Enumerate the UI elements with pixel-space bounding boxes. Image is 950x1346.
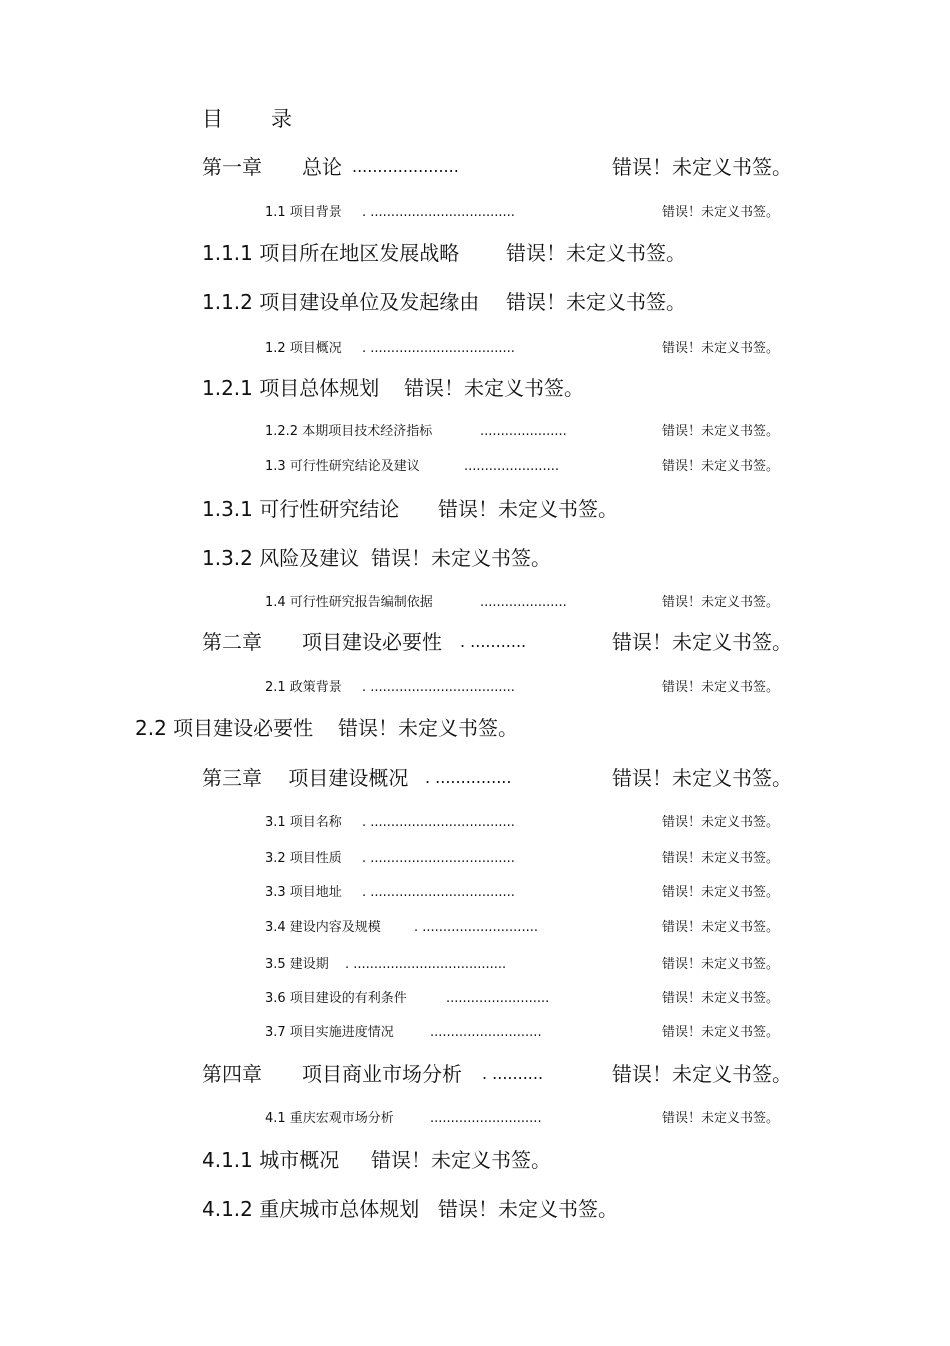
toc-page-ref: 错误！未定义书签。 [612, 630, 792, 654]
toc-label: 第三章 项目建设概况 [202, 766, 409, 790]
toc-label: 2.2 项目建设必要性 [135, 716, 314, 740]
toc-page-ref: 错误！未定义书签。 [612, 766, 792, 790]
toc-label: 2.1 政策背景 [265, 680, 342, 695]
toc-section-1-1[interactable] [0, 203, 950, 223]
toc-section-3-5[interactable] [0, 955, 950, 975]
toc-page-ref: 错误！未定义书签。 [612, 155, 792, 179]
toc-chapter-2[interactable] [0, 627, 950, 657]
toc-subsection-1-2-1[interactable] [0, 373, 950, 403]
toc-leader-dots: . ............... [425, 768, 512, 787]
toc-page-ref: 错误！未定义书签。 [506, 241, 686, 265]
toc-label: 1.2.1 项目总体规划 [202, 376, 380, 400]
toc-label: 1.1.2 项目建设单位及发起缘由 [202, 290, 480, 314]
toc-page-ref: 错误！未定义书签。 [662, 920, 780, 935]
toc-label: 3.4 建设内容及规模 [265, 920, 381, 935]
toc-chapter-4[interactable] [0, 1059, 950, 1089]
toc-leader-dots: ....................... [464, 459, 560, 474]
toc-leader-dots: . ................................... [362, 851, 515, 866]
toc-page-ref: 错误！未定义书签。 [438, 1197, 618, 1221]
toc-leader-dots: . ............................ [414, 920, 538, 935]
toc-section-3-1[interactable] [0, 813, 950, 833]
toc-label: 1.3 可行性研究结论及建议 [265, 459, 420, 474]
toc-leader-dots: ......................... [446, 991, 550, 1006]
toc-page-ref: 错误！未定义书签。 [662, 851, 780, 866]
toc-label: 3.6 项目建设的有利条件 [265, 991, 407, 1006]
toc-section-1-2[interactable] [0, 339, 950, 359]
toc-subsection-1-3-2[interactable] [0, 543, 950, 573]
toc-section-2-1[interactable] [0, 678, 950, 698]
toc-leader-dots: ..................... [352, 157, 459, 176]
toc-page-ref: 错误！未定义书签。 [506, 290, 686, 314]
toc-section-2-2[interactable] [0, 713, 950, 743]
toc-page-ref: 错误！未定义书签。 [612, 1062, 792, 1086]
toc-subsection-4-1-2[interactable] [0, 1194, 950, 1224]
toc-label: 3.3 项目地址 [265, 885, 342, 900]
toc-section-3-4[interactable] [0, 918, 950, 938]
toc-label: 1.4 可行性研究报告编制依据 [265, 595, 433, 610]
toc-label: 4.1 重庆宏观市场分析 [265, 1111, 394, 1126]
toc-label: 4.1.1 城市概况 [202, 1148, 340, 1172]
toc-leader-dots: . ................................... [362, 885, 515, 900]
toc-subsection-1-1-1[interactable] [0, 238, 950, 268]
toc-page-ref: 错误！未定义书签。 [662, 957, 780, 972]
toc-label: 1.3.2 风险及建议 [202, 546, 360, 570]
toc-section-3-6[interactable] [0, 989, 950, 1009]
toc-section-1-3[interactable] [0, 457, 950, 477]
toc-title: 目 录 [202, 107, 294, 131]
toc-leader-dots: ..................... [480, 595, 567, 610]
toc-subsection-1-3-1[interactable] [0, 494, 950, 524]
toc-page-ref: 错误！未定义书签。 [662, 424, 780, 439]
toc-leader-dots: . ................................... [362, 815, 515, 830]
toc-page-ref: 错误！未定义书签。 [662, 341, 780, 356]
toc-page-ref: 错误！未定义书签。 [662, 680, 780, 695]
toc-label: 4.1.2 重庆城市总体规划 [202, 1197, 420, 1221]
toc-page-ref: 错误！未定义书签。 [371, 546, 551, 570]
toc-leader-dots: . ................................... [362, 680, 515, 695]
toc-label: 第一章 总论 [202, 155, 342, 179]
toc-section-3-7[interactable] [0, 1023, 950, 1043]
toc-section-1-2-2[interactable] [0, 422, 950, 442]
toc-page-ref: 错误！未定义书签。 [662, 885, 780, 900]
toc-page-ref: 错误！未定义书签。 [338, 716, 518, 740]
toc-leader-dots: . ........... [460, 632, 527, 651]
toc-leader-dots: . ................................... [362, 341, 515, 356]
toc-label: 1.3.1 可行性研究结论 [202, 497, 400, 521]
toc-page-ref: 错误！未定义书签。 [662, 991, 780, 1006]
toc-label: 3.5 建设期 [265, 957, 329, 972]
toc-page-ref: 错误！未定义书签。 [438, 497, 618, 521]
toc-leader-dots: ..................... [480, 424, 567, 439]
toc-label: 1.2.2 本期项目技术经济指标 [265, 424, 433, 439]
toc-section-3-2[interactable] [0, 849, 950, 869]
toc-subsection-4-1-1[interactable] [0, 1145, 950, 1175]
toc-page-ref: 错误！未定义书签。 [662, 815, 780, 830]
toc-leader-dots: ........................... [430, 1025, 542, 1040]
toc-page-ref: 错误！未定义书签。 [662, 1111, 780, 1126]
toc-leader-dots: . ................................... [362, 205, 515, 220]
toc-page-ref: 错误！未定义书签。 [662, 459, 780, 474]
toc-page-ref: 错误！未定义书签。 [404, 376, 584, 400]
toc-label: 3.7 项目实施进度情况 [265, 1025, 394, 1040]
toc-page-ref: 错误！未定义书签。 [662, 205, 780, 220]
toc-page-ref: 错误！未定义书签。 [662, 595, 780, 610]
toc-label: 3.1 项目名称 [265, 815, 342, 830]
toc-section-4-1[interactable] [0, 1109, 950, 1129]
toc-leader-dots: ........................... [430, 1111, 542, 1126]
toc-chapter-3[interactable] [0, 763, 950, 793]
toc-page-ref: 错误！未定义书签。 [662, 1025, 780, 1040]
toc-label: 第二章 项目建设必要性 [202, 630, 442, 654]
toc-label: 1.1 项目背景 [265, 205, 342, 220]
toc-leader-dots: . .......... [482, 1064, 544, 1083]
toc-page-ref: 错误！未定义书签。 [371, 1148, 551, 1172]
toc-label: 3.2 项目性质 [265, 851, 342, 866]
toc-label: 第四章 项目商业市场分析 [202, 1062, 462, 1086]
toc-section-3-3[interactable] [0, 883, 950, 903]
toc-label: 1.1.1 项目所在地区发展战略 [202, 241, 460, 265]
toc-subsection-1-1-2[interactable] [0, 287, 950, 317]
toc-leader-dots: . ..................................... [345, 957, 507, 972]
toc-label: 1.2 项目概况 [265, 341, 342, 356]
toc-chapter-1[interactable] [0, 152, 950, 182]
toc-section-1-4[interactable] [0, 593, 950, 613]
